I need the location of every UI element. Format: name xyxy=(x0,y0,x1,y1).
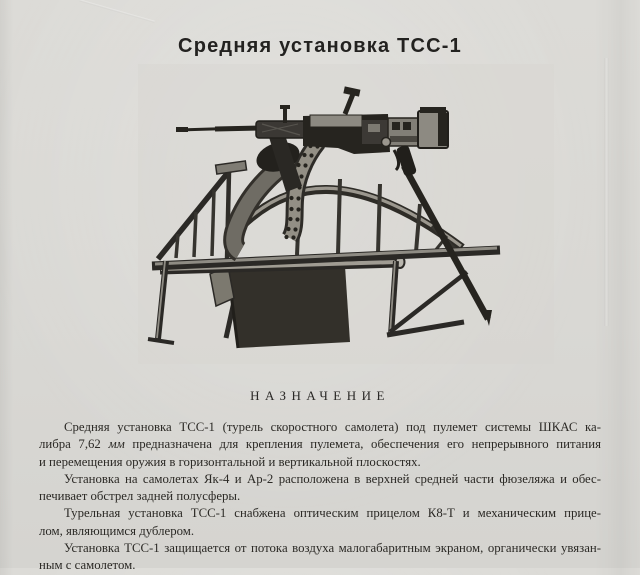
figure-tss1-mount xyxy=(0,58,640,378)
italic-unit-mm: мм xyxy=(108,437,125,452)
page-title: Средняя установка ТСС-1 xyxy=(178,35,462,58)
machine-gun-photo xyxy=(0,58,640,378)
text-run: либра 7,62 xyxy=(39,437,109,452)
section-heading: НАЗНАЧЕНИЕ xyxy=(250,388,390,403)
paragraph-1-line-2 xyxy=(39,436,601,453)
paragraph-4-line-1: Установка ТСС-1 защищается от потока воздуха малогабаритным экраном, органически увязан- xyxy=(64,541,601,556)
body-text xyxy=(39,419,601,575)
paragraph-1-line-3: и перемещения оружия в горизонтальной и вертикальной плоскостях. xyxy=(39,454,421,469)
paper-crease xyxy=(79,0,155,23)
knob xyxy=(382,138,391,147)
paragraph-3-line-1: Турельная установка ТСС-1 снабжена оптическим прицелом К8-Т и механическим прице- xyxy=(64,506,601,521)
paragraph-4-line-2: ным с самолетом. xyxy=(39,558,136,573)
paragraph-3-line-2: лом, являющимся дублером. xyxy=(39,523,195,538)
paragraph-2-line-1: Установка на самолетах Як-4 и Ар-2 расположена в верхней средней части фюзеляжа и обес- xyxy=(64,471,601,486)
front-sight xyxy=(283,108,287,123)
text-run: предназначена для крепления пулемета, обеспечения его непрерывного питания xyxy=(124,437,601,452)
paragraph-1-line-1: Средняя установка ТСС-1 (турель скоростного самолета) под пулемет системы ШКАС ка- xyxy=(64,420,601,434)
paragraph-2-line-2: печивает обстрел задней полусферы. xyxy=(39,489,241,504)
